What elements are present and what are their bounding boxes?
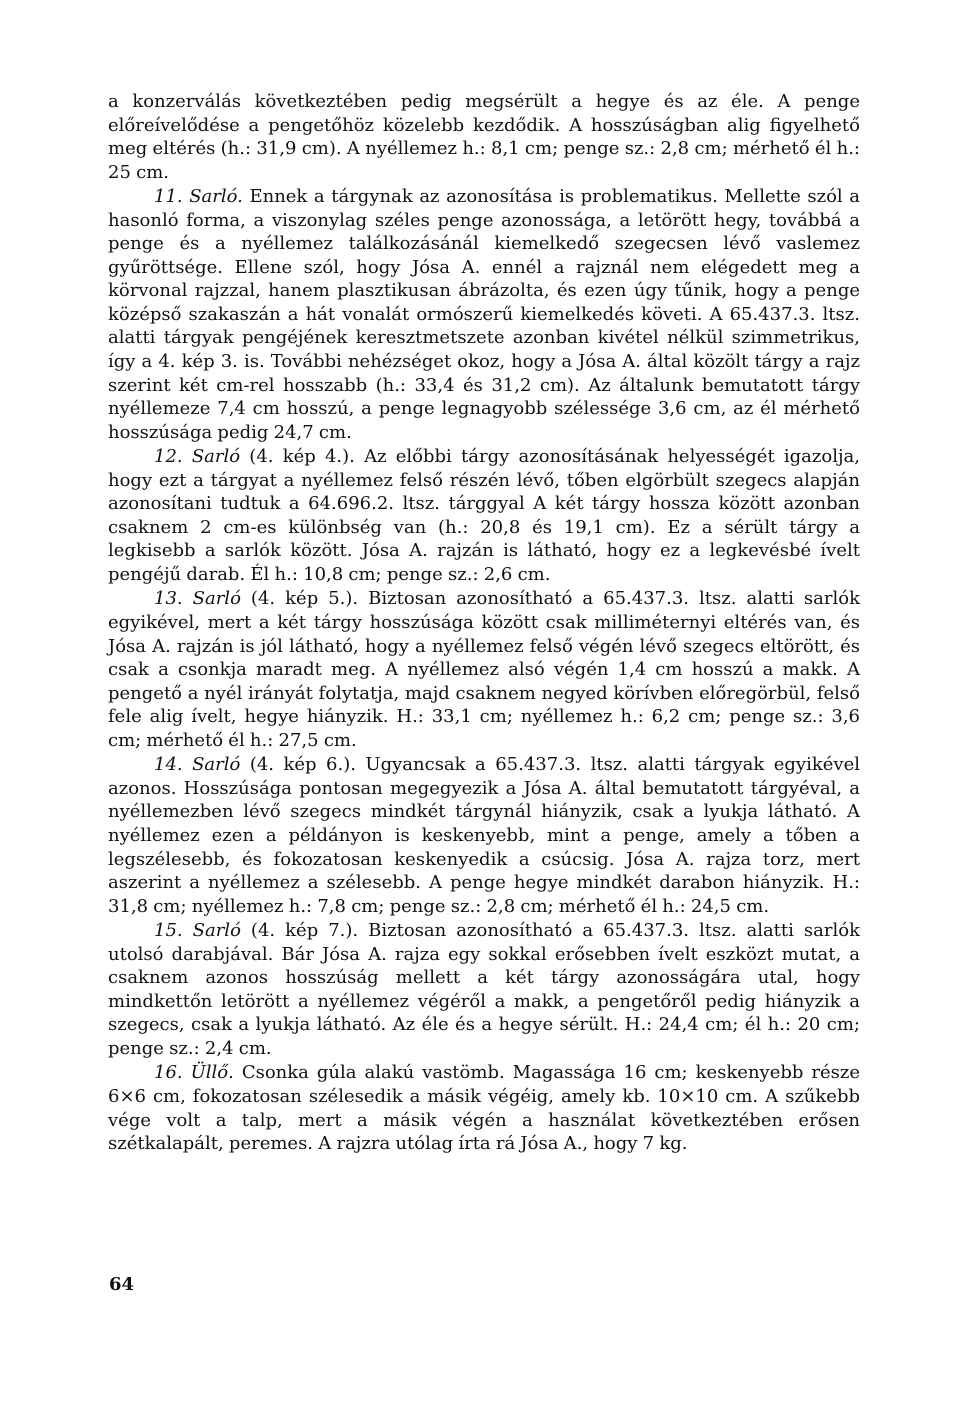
paragraph-heading: 16. Üllő. [154,1062,234,1084]
paragraph-continuation [108,90,860,184]
paragraph-heading: 11. Sarló. [154,186,243,208]
paragraph-text: Ennek a tárgynak az azonosítása is problematikus. Mellette szól a hasonló forma, a viszonylag széles penge azonossága, a letörött hegy, továbbá a penge és a nyéllemez találkozásánál kiemelkedő szegecsen lévő vaslemez gyűröttsége. Ellene szól, hogy Jósa A. ennél a rajznál nem elégedett meg a körvonal rajzzal, hanem plasztikusan ábrázolta, és ezen úgy tűnik, hogy a penge középső szakaszán a hát vonalát ormószerű kiemelkedés követi. A 65.437.3. ltsz. alatti tárgyak pengéjének keresztmetszete azonban kivétel nélkül szimmetrikus, így a 4. kép 3. is. További nehézséget okoz, hogy a Jósa A. által közölt tárgy a rajz szerint két cm-rel hosszabb (h.: 33,4 és 31,2 cm). Az általunk bemutatott tárgy nyéllemeze 7,4 cm hosszú, a penge legnagyobb szélessége 3,6 cm, az él mérhető hosszúsága pedig 24,7 cm. [108,186,860,443]
paragraph-item-11 [108,185,860,444]
page-number: 64 [109,1274,135,1295]
paragraph-heading: 12. Sarló [154,446,241,468]
paragraph-text: (4. kép 5.). Biztosan azonosítható a 65.437.3. ltsz. alatti sarlók egyikével, mert a két tárgy hosszúsága között csak milliméternyi eltérés van, és Jósa A. rajzán is jól látható, hogy a nyéllemez felső végén lévő szegecs eltörött, és csak a csonkja maradt meg. A nyéllemez alsó végén 1,4 cm hosszú a makk. A pengető a nyél irányát folytatja, majd csaknem negyed körívben előregörbül, felső fele alig ívelt, hegye hiányzik. H.: 33,1 cm; nyéllemez h.: 6,2 cm; penge sz.: 3,6 cm; mérhető él h.: 27,5 cm. [108,588,860,751]
paragraph-text: Csonka gúla alakú vastömb. Magassága 16 cm; keskenyebb része 6×6 cm, fokozatosan szélesedik a másik végéig, amely kb. 10×10 cm. A szűkebb vége volt a talp, mert a másik végén a használat következtében erősen szétkalapált, peremes. A rajzra utólag írta rá Jósa A., hogy 7 kg. [108,1062,861,1155]
paragraph-item-15 [108,919,860,1060]
paragraph-text: (4. kép 4.). Az előbbi tárgy azonosításának helyességét igazolja, hogy ezt a tárgyat a nyéllemez felső részén lévő, tőben elgörbült szegecs alapján azonosítani tudtuk a 64.696.2. ltsz. tárggyal A két tárgy hossza között azonban csaknem 2 cm-es különbség van (h.: 20,8 és 19,1 cm). Ez a sérült tárgy a legkisebb a sarlók között. Jósa A. rajzán is látható, hogy ez a legkevésbé ívelt pengéjű darab. Él h.: 10,8 cm; penge sz.: 2,6 cm. [108,446,861,585]
page-body [108,90,860,1156]
paragraph-text: a konzerválás következtében pedig megsérült a hegye és az éle. A penge előreívelődése a pengetőhöz közelebb kezdődik. A hosszúságban alig figyelhető meg eltérés (h.: 31,9 cm). A nyéllemez h.: 8,1 cm; penge sz.: 2,8 cm; mérhető él h.: 25 cm. [108,91,860,183]
paragraph-text: (4. kép 7.). Biztosan azonosítható a 65.437.3. ltsz. alatti sarlók utolsó darabjával. Bár Jósa A. rajza egy sokkal erősebben ívelt eszközt mutat, a csaknem azonos hosszúság mellett a két tárgy azonosságára utal, hogy mindkettőn letörött a nyéllemez végéről a makk, a pengetőről pedig hiányzik a szegecs, csak a lyukja látható. Az éle és a hegye sérült. H.: 24,4 cm; él h.: 20 cm; penge sz.: 2,4 cm. [108,920,860,1059]
paragraph-text: (4. kép 6.). Ugyancsak a 65.437.3. ltsz. alatti tárgyak egyikével azonos. Hosszúsága pontosan megegyezik a Jósa A. által bemutatott tárgyéval, a nyéllemezben lévő szegecs mindkét tárgynál hiányzik, csak a lyukja látható. A nyéllemez ezen a példányon is keskenyebb, mint a penge, amely a tőben a legszélesebb, és fokozatosan keskenyedik a csúcsig. Jósa A. rajza torz, mert aszerint a nyéllemez a szélesebb. A penge hegye mindkét darabon hiányzik. H.: 31,8 cm; nyéllemez h.: 7,8 cm; penge sz.: 2,8 cm; mérhető él h.: 24,5 cm. [108,754,860,917]
paragraph-item-12 [108,445,860,586]
paragraph-item-16 [108,1061,860,1155]
paragraph-heading: 15. Sarló [154,920,241,942]
paragraph-item-13 [108,587,860,752]
paragraph-heading: 13. Sarló [154,588,241,610]
paragraph-heading: 14. Sarló [154,754,241,776]
paragraph-item-14 [108,753,860,918]
